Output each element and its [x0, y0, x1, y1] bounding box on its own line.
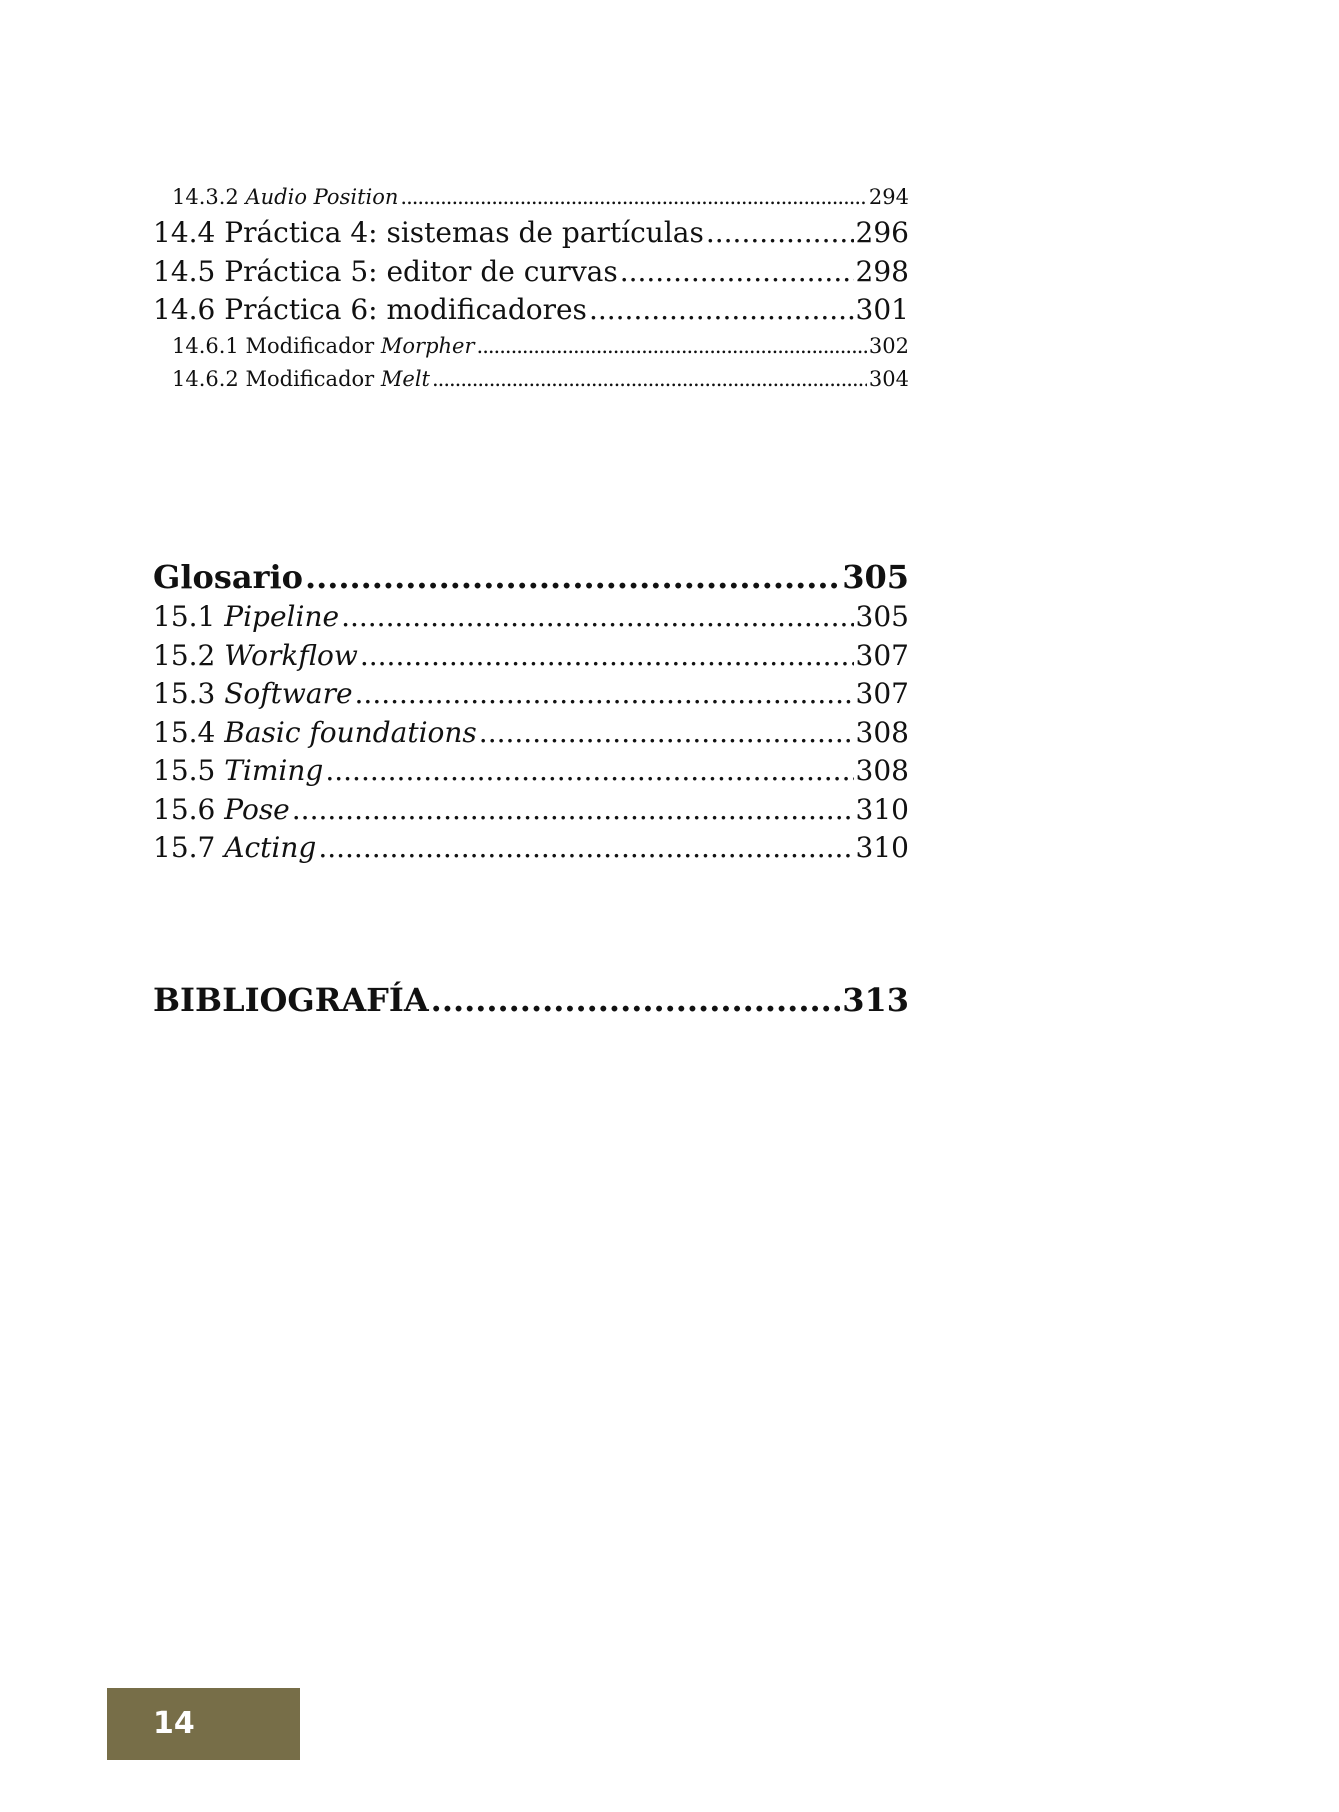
toc-entry-14-6-1[interactable]	[153, 330, 909, 363]
entry-label: Workflow	[224, 638, 358, 672]
toc-entry-15-1[interactable]	[153, 598, 909, 637]
entry-page: 302	[868, 333, 909, 358]
toc-chapter-bibliography[interactable]	[153, 979, 909, 1021]
dot-leader	[292, 791, 854, 830]
toc-section-glossary	[153, 556, 909, 868]
dot-leader	[360, 637, 854, 676]
entry-label: Timing	[224, 754, 324, 787]
toc-entry-15-2[interactable]	[153, 637, 909, 676]
dot-leader	[341, 598, 853, 637]
dot-leader	[432, 363, 867, 396]
entry-number: 15.2	[153, 638, 225, 672]
toc-entry-15-4[interactable]	[153, 714, 909, 753]
entry-label: Pipeline	[224, 600, 340, 633]
dot-leader	[620, 253, 854, 292]
toc-section-chapter-14	[153, 181, 909, 396]
entry-number: 14.6.2	[172, 366, 246, 391]
dot-leader	[325, 752, 853, 791]
chapter-title: Glosario	[153, 558, 303, 596]
entry-label: Práctica 6: modificadores	[224, 293, 587, 326]
entry-number: 14.5	[153, 254, 225, 288]
entry-page: 305	[855, 600, 909, 633]
toc-entry-14-6[interactable]	[153, 291, 909, 330]
toc-entry-15-6[interactable]	[153, 791, 909, 830]
chapter-title: BIBLIOGRAFÍA	[153, 981, 429, 1019]
entry-page: 301	[855, 293, 909, 326]
entry-page: 308	[855, 715, 909, 749]
dot-leader	[305, 556, 840, 598]
entry-label: Modificador	[245, 333, 381, 358]
dot-leader	[477, 330, 867, 363]
entry-number: 15.5	[153, 754, 225, 787]
toc-chapter-glossary[interactable]	[153, 556, 909, 598]
dot-leader	[706, 214, 854, 253]
page-number: 14	[153, 1706, 195, 1741]
toc-entry-15-5[interactable]	[153, 752, 909, 791]
entry-page: 304	[868, 366, 909, 391]
entry-number: 14.3.2	[172, 185, 246, 209]
entry-label: Software	[224, 677, 353, 710]
toc-section-bibliography	[153, 979, 909, 1021]
entry-number: 15.1	[153, 600, 225, 633]
entry-page: 307	[855, 677, 909, 710]
dot-leader	[318, 829, 853, 868]
toc-entry-14-6-2[interactable]	[153, 363, 909, 396]
entry-label: Práctica 4: sistemas de partículas	[224, 216, 704, 249]
chapter-page: 313	[842, 981, 909, 1019]
entry-number: 15.4	[153, 715, 225, 749]
toc-entry-14-5[interactable]	[153, 253, 909, 292]
entry-number: 15.6	[153, 792, 225, 826]
toc-entry-15-7[interactable]	[153, 829, 909, 868]
entry-page: 298	[855, 254, 909, 288]
entry-page: 308	[855, 754, 909, 787]
entry-label: Práctica 5: editor de curvas	[224, 254, 618, 288]
entry-page: 307	[855, 638, 909, 672]
toc-entry-14-3-2[interactable]	[153, 181, 909, 214]
entry-label: Basic foundations	[224, 715, 477, 749]
entry-label-italic: Morpher	[380, 333, 475, 358]
entry-label: Modificador	[245, 366, 381, 391]
dot-leader	[400, 181, 867, 214]
entry-number: 14.4	[153, 216, 225, 249]
toc-entry-15-3[interactable]	[153, 675, 909, 714]
entry-page: 296	[855, 216, 909, 249]
dot-leader	[355, 675, 854, 714]
entry-number: 15.7	[153, 831, 225, 864]
entry-label-italic: Melt	[380, 366, 430, 391]
dot-leader	[589, 291, 854, 330]
entry-number: 14.6	[153, 293, 225, 326]
page-number-badge	[107, 1688, 300, 1760]
entry-number: 15.3	[153, 677, 225, 710]
dot-leader	[431, 979, 841, 1021]
entry-page: 310	[855, 792, 909, 826]
entry-page: 294	[868, 185, 909, 209]
dot-leader	[479, 714, 854, 753]
entry-number: 14.6.1	[172, 333, 246, 358]
entry-label: Audio Position	[245, 185, 399, 209]
entry-label: Acting	[224, 831, 317, 864]
chapter-page: 305	[842, 558, 909, 596]
entry-page: 310	[855, 831, 909, 864]
entry-label: Pose	[224, 792, 290, 826]
toc-entry-14-4[interactable]	[153, 214, 909, 253]
